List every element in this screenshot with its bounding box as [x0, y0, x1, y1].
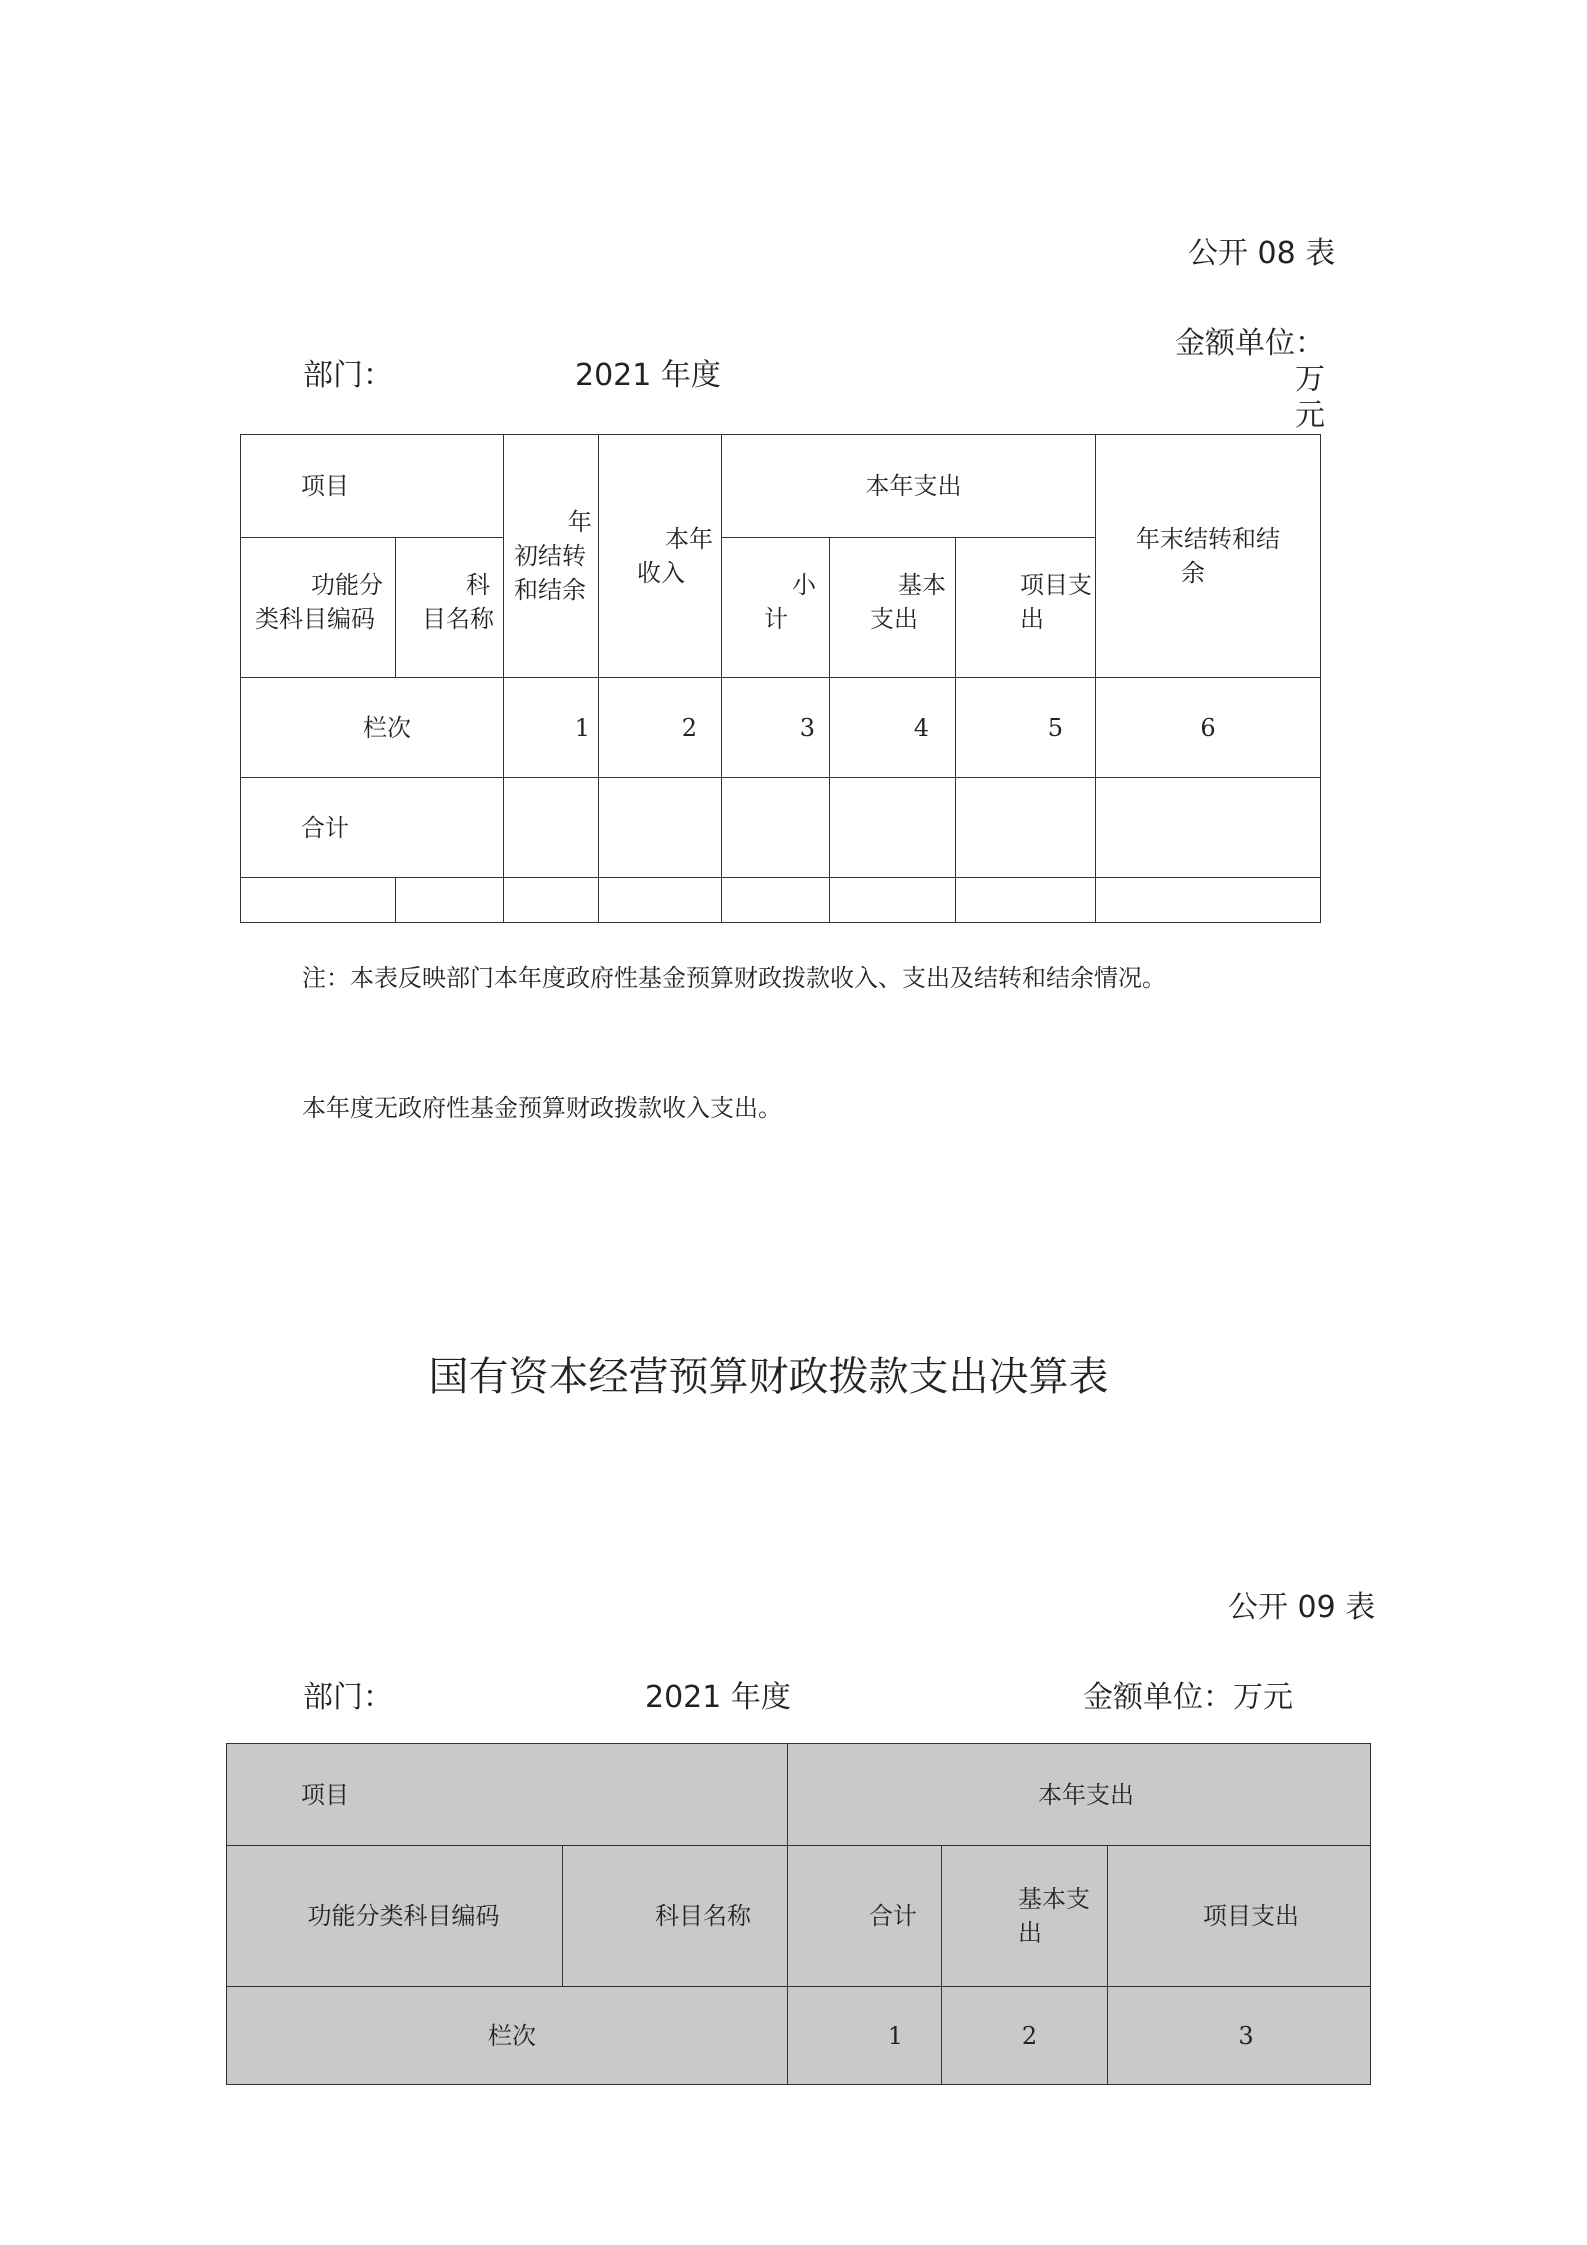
row-label-col-numbers: 栏次 [227, 1987, 788, 2085]
header-expenditure: 本年支出 [722, 435, 1096, 538]
table08-unit-line2: 元 [1295, 398, 1325, 433]
header-basic: 基本 支出 [830, 538, 956, 678]
header-project: 项目支出 [1108, 1846, 1371, 1987]
col-number: 2 [942, 1987, 1108, 2085]
empty-cell [599, 878, 722, 923]
empty-cell [956, 878, 1096, 923]
empty-cell [830, 778, 956, 878]
header-func-code: 功能分 类科目编码 [241, 538, 396, 678]
empty-cell [241, 878, 396, 923]
table08-code: 公开 08 表 [1188, 236, 1336, 271]
header-subject-name: 科 目名称 [396, 538, 504, 678]
header-total: 合计 [788, 1846, 942, 1987]
empty-cell [504, 878, 599, 923]
empty-cell [599, 778, 722, 878]
empty-cell [504, 778, 599, 878]
table09-dept-label: 部门： [303, 1680, 393, 1715]
row-total-label: 合计 [241, 778, 504, 878]
empty-cell [1096, 878, 1321, 923]
empty-cell [722, 878, 830, 923]
empty-cell [1096, 778, 1321, 878]
table08-dept-label: 部门： [303, 358, 393, 393]
empty-cell [830, 878, 956, 923]
header-item: 项目 [227, 1744, 788, 1846]
col-number: 3 [1108, 1987, 1371, 2085]
col-number: 2 [599, 678, 722, 778]
header-subtotal: 小 计 [722, 538, 830, 678]
col-number: 1 [788, 1987, 942, 2085]
table08-unit [1155, 326, 1325, 434]
col-number: 1 [504, 678, 599, 778]
table09-title: 国有资本经营预算财政拨款支出决算表 [428, 1354, 1109, 1400]
col-number: 3 [722, 678, 830, 778]
col-number: 6 [1096, 678, 1321, 778]
header-expenditure: 本年支出 [788, 1744, 1371, 1846]
empty-cell [956, 778, 1096, 878]
header-func-code: 功能分类科目编码 [227, 1846, 563, 1987]
empty-cell [396, 878, 504, 923]
table08-unit-line1: 金额单位：万 [1175, 326, 1325, 397]
header-basic: 基本支 出 [942, 1846, 1108, 1987]
header-project: 项目支 出 [956, 538, 1096, 678]
row-label-col-numbers: 栏次 [241, 678, 504, 778]
table09-year: 2021 年度 [645, 1680, 791, 1715]
header-begin-balance: 年 初结转 和结余 [504, 435, 599, 678]
col-number: 4 [830, 678, 956, 778]
header-subject-name: 科目名称 [563, 1846, 788, 1987]
table08 [240, 434, 1321, 923]
table09-code: 公开 09 表 [1228, 1590, 1376, 1625]
header-end-balance: 年末结转和结 余 [1096, 435, 1321, 678]
header-income: 本年 收入 [599, 435, 722, 678]
table09-unit: 金额单位：万元 [1083, 1680, 1293, 1715]
table08-remark: 本年度无政府性基金预算财政拨款收入支出。 [302, 1094, 782, 1122]
empty-cell [722, 778, 830, 878]
table08-year: 2021 年度 [575, 358, 721, 393]
header-item: 项目 [241, 435, 504, 538]
table09 [226, 1743, 1371, 2085]
table08-note: 注：本表反映部门本年度政府性基金预算财政拨款收入、支出及结转和结余情况。 [302, 964, 1166, 992]
col-number: 5 [956, 678, 1096, 778]
